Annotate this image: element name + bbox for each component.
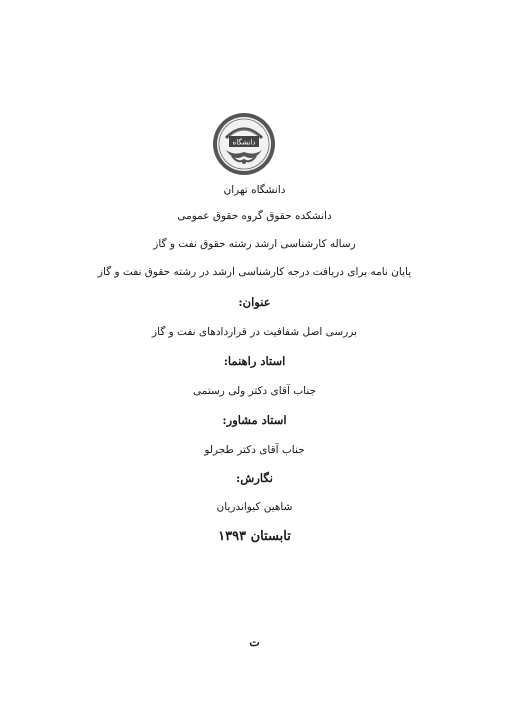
supervisor-label: استاد راهنما: — [223, 354, 286, 368]
advisor-label: استاد مشاور: — [222, 413, 287, 427]
supervisor-name: جناب آقای دکتر ولی رستمی — [193, 385, 316, 397]
degree-statement: پایان نامه برای دریافت درجه کارشناسی ارشد در رشته حقوق نفت و گاز — [97, 266, 412, 278]
thesis-date: تابستان ۱۳۹۳ — [218, 529, 291, 544]
thesis-type: رساله کارشناسی ارشد رشته حقوق نفت و گاز — [153, 238, 356, 250]
author-label: نگارش: — [236, 471, 273, 485]
advisor-name: جناب آقای دکتر طجرلو — [204, 444, 305, 456]
thesis-title: بررسی اصل شفافیت در قراردادهای نفت و گاز — [152, 326, 357, 338]
author-name: شاهین کیواندریان — [216, 501, 293, 513]
page-number: ت — [249, 636, 260, 649]
university-of-tehran-seal-icon — [212, 112, 276, 176]
title-label: عنوان: — [238, 295, 271, 309]
faculty-name: دانشکده حقوق گروه حقوق عمومی — [177, 210, 332, 222]
university-name: دانشگاه تهران — [223, 184, 286, 196]
logo-text: دانشگاه — [232, 138, 256, 147]
